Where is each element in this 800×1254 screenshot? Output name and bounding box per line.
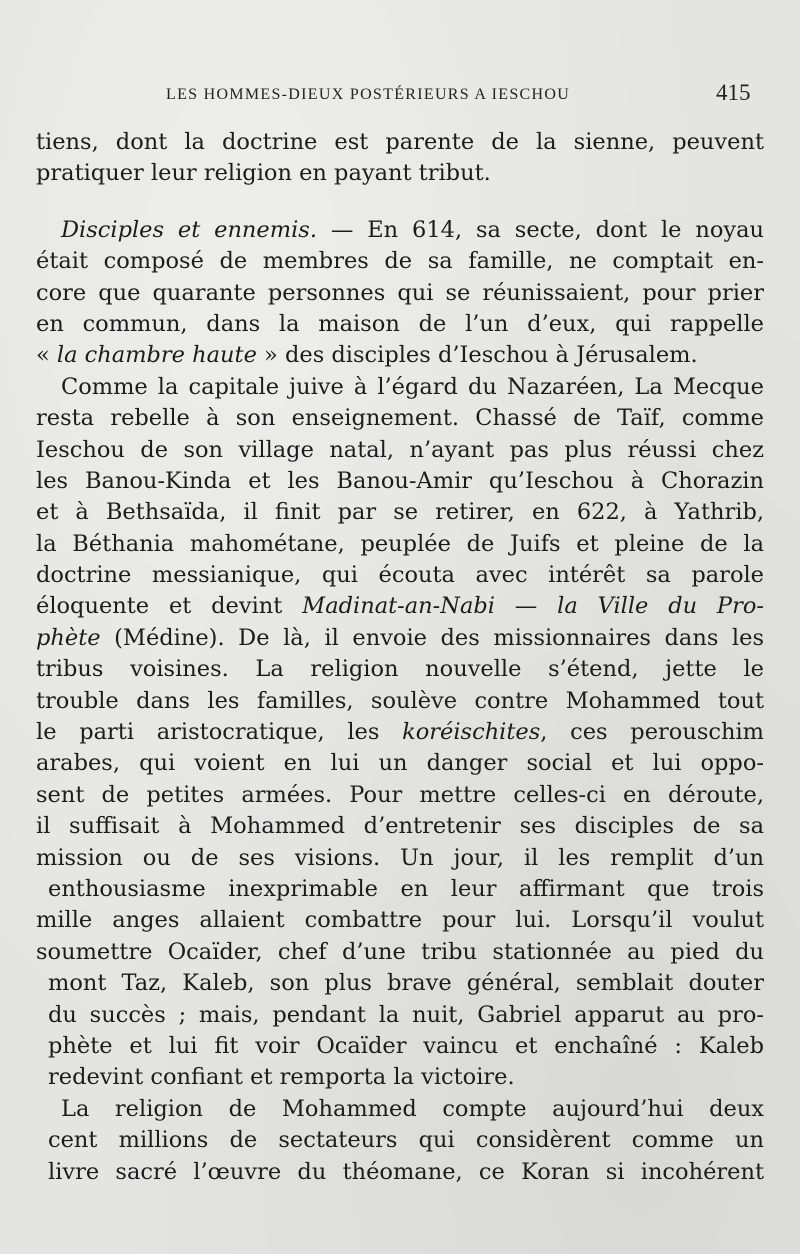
text-span: arabes, qui voient en lui un danger social et lui oppo- xyxy=(36,750,764,777)
text-span-italic: koréischites xyxy=(402,719,541,746)
text-span: la Béthania mahométane, peuplée de Juifs et pleine de la xyxy=(36,530,764,557)
text-span: (Médine). De là, il envoie des missionnaires dans les xyxy=(100,624,764,651)
text-span: » des disciples d’Ieschou à Jérusalem. xyxy=(256,342,698,369)
text-span: du succès ; mais, pendant la nuit, Gabriel apparut au pro- xyxy=(48,1001,764,1028)
text-span: il suffisait à Mohammed d’entretenir ses disciples de sa xyxy=(36,813,764,840)
text-line xyxy=(36,560,764,591)
text-line xyxy=(36,717,764,748)
paragraph-start-line xyxy=(36,1094,764,1125)
text-span: resta rebelle à son enseignement. Chassé de Taïf, comme xyxy=(36,405,764,432)
text-span: et à Bethsaïda, il finit par se retirer, en 622, à Yathrib, xyxy=(36,499,764,526)
text-line xyxy=(36,158,764,189)
text-span: était composé de membres de sa famille, ne comptait en- xyxy=(36,248,764,275)
text-span: doctrine messianique, qui écouta avec intérêt sa parole xyxy=(36,562,764,589)
text-span: soumettre Ocaïder, chef d’une tribu stationnée au pied du xyxy=(36,938,764,965)
running-head: LES HOMMES-DIEUX POSTÉRIEURS A IESCHOU xyxy=(166,86,571,103)
text-span: La religion de Mohammed compte aujourd’hui deux xyxy=(61,1095,764,1122)
paragraph-start-line xyxy=(36,215,764,246)
text-line xyxy=(36,246,764,277)
text-span: enthousiasme inexprimable en leur affirmant que trois xyxy=(48,875,764,902)
text-span: les Banou-Kinda et les Banou-Amir qu’Ieschou à Chorazin xyxy=(36,467,764,494)
text-line xyxy=(36,780,764,811)
text-span: phète et lui fit voir Ocaïder vaincu et enchaîné : Kaleb xyxy=(48,1032,764,1059)
text-span: « xyxy=(36,342,57,369)
text-line xyxy=(36,529,764,560)
text-line xyxy=(36,340,764,371)
text-line xyxy=(36,278,764,309)
text-line xyxy=(36,497,764,528)
text-span: — En 614, sa secte, dont le noyau xyxy=(316,216,765,243)
text-span-italic: la chambre haute xyxy=(56,342,257,369)
text-line xyxy=(36,403,764,434)
body-text xyxy=(36,127,764,1188)
text-span: pratiquer leur religion en payant tribut. xyxy=(36,160,491,187)
text-line xyxy=(36,309,764,340)
text-line xyxy=(36,1125,764,1156)
text-line xyxy=(36,435,764,466)
text-span: éloquente et devint xyxy=(36,593,303,620)
text-span: sent de petites armées. Pour mettre celles-ci en déroute, xyxy=(36,781,764,808)
text-span: cent millions de sectateurs qui considèrent comme un xyxy=(48,1127,764,1154)
text-span: tribus voisines. La religion nouvelle s’étend, jette le xyxy=(36,656,764,683)
text-line xyxy=(36,1031,764,1062)
text-span: mille anges allaient combattre pour lui. Lorsqu’il voulut xyxy=(36,907,764,934)
page-number: 415 xyxy=(716,80,751,105)
text-line xyxy=(36,654,764,685)
text-span: tiens, dont la doctrine est parente de la sienne, peuvent xyxy=(36,129,764,155)
text-span: , ces perouschim xyxy=(540,719,764,746)
text-line xyxy=(36,623,764,654)
text-span-italic: Madinat-an-Nabi — la Ville du Pro- xyxy=(302,593,764,620)
text-line xyxy=(36,591,764,622)
text-line xyxy=(36,686,764,717)
text-line xyxy=(36,1062,764,1093)
text-span: redevint confiant et remporta la victoire. xyxy=(48,1064,515,1091)
text-line xyxy=(36,127,764,158)
text-line xyxy=(36,748,764,779)
text-line xyxy=(36,968,764,999)
text-span: Ieschou de son village natal, n’ayant pas plus réussi chez xyxy=(36,436,764,463)
paragraph-start-line xyxy=(36,372,764,403)
text-line xyxy=(36,1000,764,1031)
text-line xyxy=(36,843,764,874)
text-line xyxy=(36,1157,764,1188)
text-span: trouble dans les familles, soulève contre Mohammed tout xyxy=(36,687,764,714)
text-line xyxy=(36,905,764,936)
text-line xyxy=(36,937,764,968)
text-span: le parti aristocratique, les xyxy=(36,719,403,746)
text-span: core que quarante personnes qui se réunissaient, pour prier xyxy=(36,279,764,306)
text-span: Comme la capitale juive à l’égard du Nazaréen, La Mecque xyxy=(61,373,764,400)
text-span-italic: phète xyxy=(36,624,101,651)
text-span: mission ou de ses visions. Un jour, il les remplit d’un xyxy=(36,844,764,871)
text-span: livre sacré l’œuvre du théomane, ce Koran si incohérent xyxy=(48,1158,764,1185)
text-span: en commun, dans la maison de l’un d’eux, qui rappelle xyxy=(36,310,764,337)
text-line xyxy=(36,811,764,842)
text-line xyxy=(36,466,764,497)
text-span: mont Taz, Kaleb, son plus brave général, semblait douter xyxy=(48,970,764,997)
section-heading: Disciples et ennemis. xyxy=(61,216,317,243)
text-line xyxy=(36,874,764,905)
